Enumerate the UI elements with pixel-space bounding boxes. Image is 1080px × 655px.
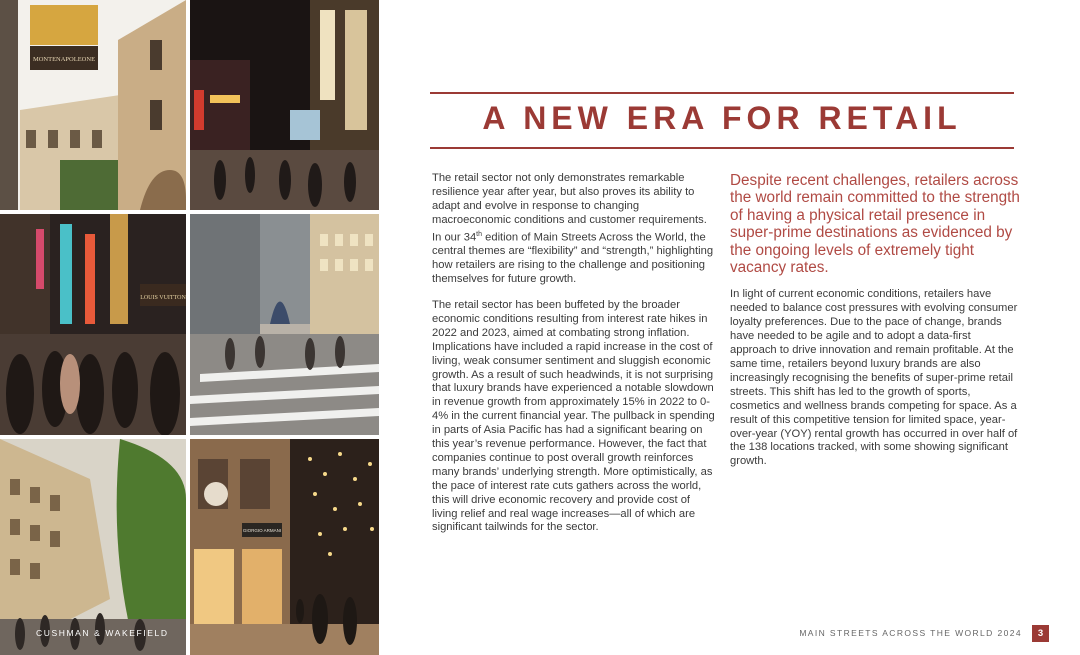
pull-quote: Despite recent challenges, retailers across the world remain committed to the strength of having a physical retail presence in super-prime destinations as evidenced by the ongoing levels of extremely tight vacancy rates. — [730, 172, 1020, 277]
left-column — [432, 172, 716, 547]
photo-neon-crowd-street — [0, 214, 186, 435]
giorgio-armani-sign: GIORGIO ARMANI — [242, 528, 282, 533]
louis-vuitton-sign: LOUIS VUITTON — [140, 295, 186, 301]
title-rule-top — [430, 92, 1014, 94]
photo-night-shopping-street — [190, 0, 379, 210]
left-paragraph-1-text-a: The retail sector not only demonstrates remarkable resilience year after year, but also proves its ability to adapt and evolve in response to changing macroeconomic conditions and customer requirements. In our 34 — [432, 172, 707, 244]
left-paragraph-1-text-b: edition of Main Streets Across the World, the central themes are “flexibility” and “strength,” highlighting how retailers are rising to the challenge and positioning themselves for future growth. — [432, 231, 714, 286]
edition-superscript: th — [476, 230, 483, 238]
left-paragraph-2: The retail sector has been buffeted by the broader economic conditions resulting from interest rate hikes in 2022 and 2023, aimed at combating strong inflation. Implications have included a rapid increase in the cost of living, weak consumer sentiment and sluggish economic growth. As a result of such headwinds, it is not surprising that luxury brands have experienced a notable slowdown in revenue growth from approximately 15% in 2022 to 0-4% in the current financial year. The pullback in spending in parts of Asia Pacific has had a significant bearing on this year’s revenue performance. However, the fact that companies continue to post overall growth reinforces many brands’ underlying strength. More optimistically, as the pace of interest rate cuts gathers across the world, this will drive economic recovery and provide cost of living relief and real wage increases—all of which are significant tailwinds for the sector. — [432, 298, 715, 534]
photo-milan-street — [0, 0, 186, 210]
page-title: A NEW ERA FOR RETAIL — [482, 100, 962, 136]
photo-evening-luxury-street — [190, 439, 379, 655]
brand-logo-text: CUSHMAN & WAKEFIELD — [36, 628, 169, 638]
title-rule-bottom — [430, 147, 1014, 149]
montenapoleone-sign: MONTENAPOLEONE — [32, 56, 96, 63]
right-column — [730, 172, 1020, 481]
right-paragraph-1: In light of current economic conditions, retailers have needed to balance cost pressures with evolving consumer loyalty preferences. Due to the pace of change, brands have needed to be agile and to adopt a data-first approach to drive innovation and remain profitable. At the same time, retailers beyond luxury brands are also increasingly recognising the benefits of super-prime retail streets. This shift has led to the growth of sports, cosmetics and wellness brands competing for space. As a result of this competitive tension for limited space, year-over-year (YOY) rental growth has occurred in over half of the 138 locations tracked, with some showing significant growth. — [730, 288, 1018, 468]
left-paragraph-1 — [432, 172, 716, 287]
photo-avenue-trees — [0, 439, 186, 655]
page-number: 3 — [1032, 625, 1049, 642]
publication-title: MAIN STREETS ACROSS THE WORLD 2024 — [799, 628, 1022, 638]
photo-city-crosswalk — [190, 214, 379, 435]
